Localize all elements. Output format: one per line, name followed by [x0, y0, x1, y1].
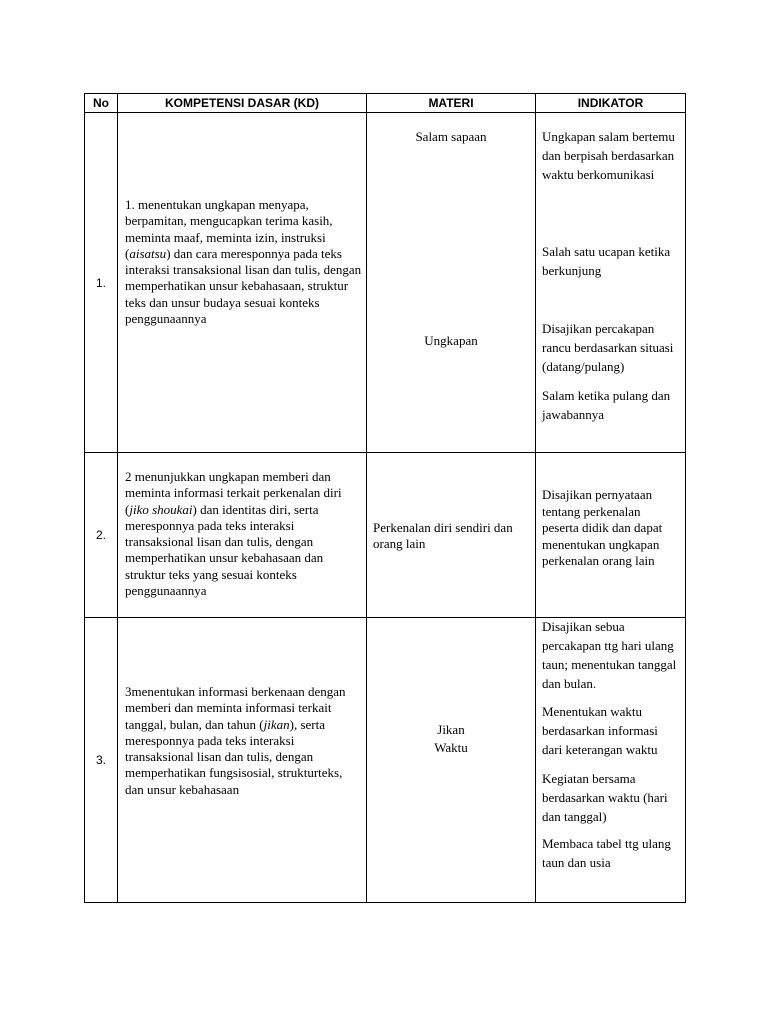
indikator-item: Disajikan pernyataan tentang perkenalan peserta didik dan dapat menentukan ungkapan perkenalan orang lain [542, 487, 663, 568]
indikator-cell [536, 113, 686, 453]
materi-item: Salam sapaan [415, 129, 487, 144]
indikator-item: Salah satu ucapan ketika berkunjung [542, 244, 671, 278]
table-row [85, 113, 686, 453]
kd-text: 2 menunjukkan ungkapan memberi dan meminta informasi terkait perkenalan diri (jiko shoukai) dan identitas diri, serta meresponnya pada teks interaksi transaksional lisan dan tulis, dengan memperhatikan unsur kebahasaan dan struktur teks yang sesuai konteks penggunaannya [125, 469, 342, 599]
indikator-cell [536, 453, 686, 618]
header-no: No [85, 94, 118, 113]
row-number: 1. [85, 113, 118, 453]
indikator-item: Menentukan waktu berdasarkan informasi dari keterangan waktu [542, 704, 658, 757]
materi-cell [367, 618, 536, 903]
kd-term: jikan [263, 716, 290, 732]
indikator-item: Disajikan sebua percakapan ttg hari ulang taun; menentukan tanggal dan bulan. [542, 619, 677, 691]
table-row [85, 453, 686, 618]
kd-term: aisatsu [129, 245, 167, 261]
materi-item: Perkenalan diri sendiri dan orang lain [373, 520, 513, 552]
indikator-item: Membaca tabel ttg ulang taun dan usia [542, 836, 671, 870]
indikator-item: Ungkapan salam bertemu dan berpisah berdasarkan waktu berkomunikasi [542, 129, 675, 182]
kd-cell [118, 618, 367, 903]
table-header-row [85, 94, 686, 113]
materi-item: Waktu [434, 740, 468, 755]
materi-cell [367, 453, 536, 618]
materi-cell [367, 113, 536, 453]
kd-cell [118, 453, 367, 618]
header-materi: MATERI [367, 94, 536, 113]
kd-text: 1. menentukan ungkapan menyapa, berpamitan, mengucapkan terima kasih, meminta maaf, meminta izin, instruksi (aisatsu) dan cara meresponnya pada teks interaksi transaksional lisan dan tulis, dengan memperhatikan unsur kebahasaan, struktur teks dan unsur budaya sesuai konteks penggunaannya [125, 197, 362, 327]
table-row [85, 618, 686, 903]
kd-text: 3menentukan informasi berkenaan dengan memberi dan meminta informasi terkait tanggal, bulan, dan tahun (jikan), serta meresponnya pada teks interaksi transaksional lisan dan tulis, dengan memperhatikan fungsisosial, strukturteks, dan unsur kebahasaan [125, 684, 346, 797]
kd-term: jiko shoukai [129, 501, 193, 517]
row-number: 3. [85, 618, 118, 903]
indikator-item: Disajikan percakapan rancu berdasarkan situasi (datang/pulang) [542, 321, 674, 374]
competency-table [84, 93, 686, 903]
materi-item: Jikan [437, 722, 465, 737]
kd-cell [118, 113, 367, 453]
indikator-item: Salam ketika pulang dan jawabannya [542, 388, 671, 422]
materi-item: Ungkapan [424, 333, 478, 348]
header-indikator: INDIKATOR [536, 94, 686, 113]
header-kd: KOMPETENSI DASAR (KD) [118, 94, 367, 113]
indikator-cell [536, 618, 686, 903]
row-number: 2. [85, 453, 118, 618]
indikator-item: Kegiatan bersama berdasarkan waktu (hari dan tanggal) [542, 771, 668, 824]
